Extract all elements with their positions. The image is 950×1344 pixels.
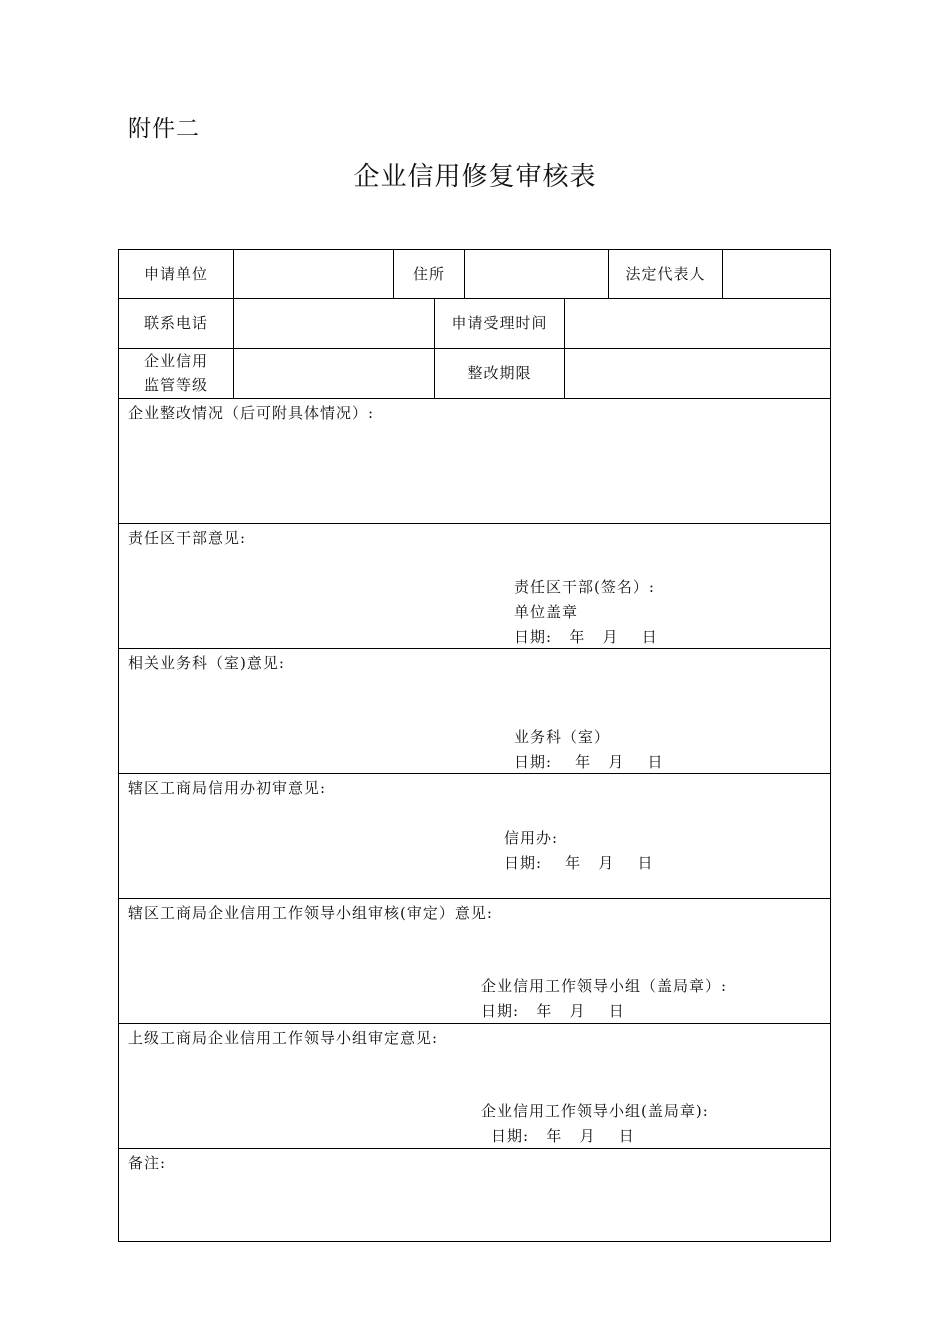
applicant-field[interactable] (234, 250, 393, 298)
remarks-title: 备注: (128, 1154, 167, 1172)
row-divider (119, 1023, 830, 1024)
credit-level-label-line1: 企业信用 (143, 352, 208, 370)
rectification-title: 企业整改情况（后可附具体情况）: (128, 404, 375, 422)
address-label: 住所 (412, 265, 445, 283)
deadline-label: 整改期限 (467, 364, 532, 382)
address-field[interactable] (465, 250, 608, 298)
credit-repair-review-form (118, 249, 831, 1242)
row-divider (119, 648, 830, 649)
business-dept-title: 相关业务科（室)意见: (128, 654, 285, 672)
credit-office-signature: 信用办: (504, 829, 559, 847)
row-divider (119, 773, 830, 774)
row-divider (119, 523, 830, 524)
credit-level-label-line2: 监管等级 (143, 376, 208, 394)
credit-office-date: 日期: 年 月 日 (504, 854, 654, 872)
superior-group-title: 上级工商局企业信用工作领导小组审定意见: (128, 1029, 439, 1047)
credit-level-label (119, 348, 233, 398)
accept-time-label: 申请受理时间 (451, 314, 548, 332)
accept-time-field[interactable] (565, 298, 830, 348)
form-title: 企业信用修复审核表 (353, 162, 597, 192)
district-group-title: 辖区工商局企业信用工作领导小组审核(审定）意见: (128, 904, 493, 922)
district-cadre-seal: 单位盖章 (514, 603, 579, 621)
district-cadre-signature: 责任区干部(签名）: (514, 578, 655, 596)
phone-label: 联系电话 (143, 314, 208, 332)
phone-field[interactable] (234, 298, 434, 348)
row-divider (119, 398, 830, 399)
row-divider (119, 1148, 830, 1149)
attachment-label: 附件二 (128, 116, 200, 142)
business-dept-signature: 业务科（室） (514, 728, 611, 746)
superior-group-signature: 企业信用工作领导小组(盖局章): (481, 1102, 709, 1120)
applicant-label: 申请单位 (143, 265, 208, 283)
credit-level-field[interactable] (234, 348, 434, 398)
district-group-date: 日期: 年 月 日 (481, 1002, 625, 1020)
row-divider (119, 898, 830, 899)
district-group-signature: 企业信用工作领导小组（盖局章）: (481, 977, 728, 995)
district-cadre-date: 日期: 年 月 日 (514, 628, 658, 646)
superior-group-date: 日期: 年 月 日 (491, 1127, 635, 1145)
business-dept-date: 日期: 年 月 日 (514, 753, 664, 771)
legal-rep-field[interactable] (723, 250, 830, 298)
legal-rep-label: 法定代表人 (625, 265, 706, 283)
credit-office-title: 辖区工商局信用办初审意见: (128, 779, 327, 797)
district-cadre-title: 责任区干部意见: (128, 529, 247, 547)
deadline-field[interactable] (565, 348, 830, 398)
